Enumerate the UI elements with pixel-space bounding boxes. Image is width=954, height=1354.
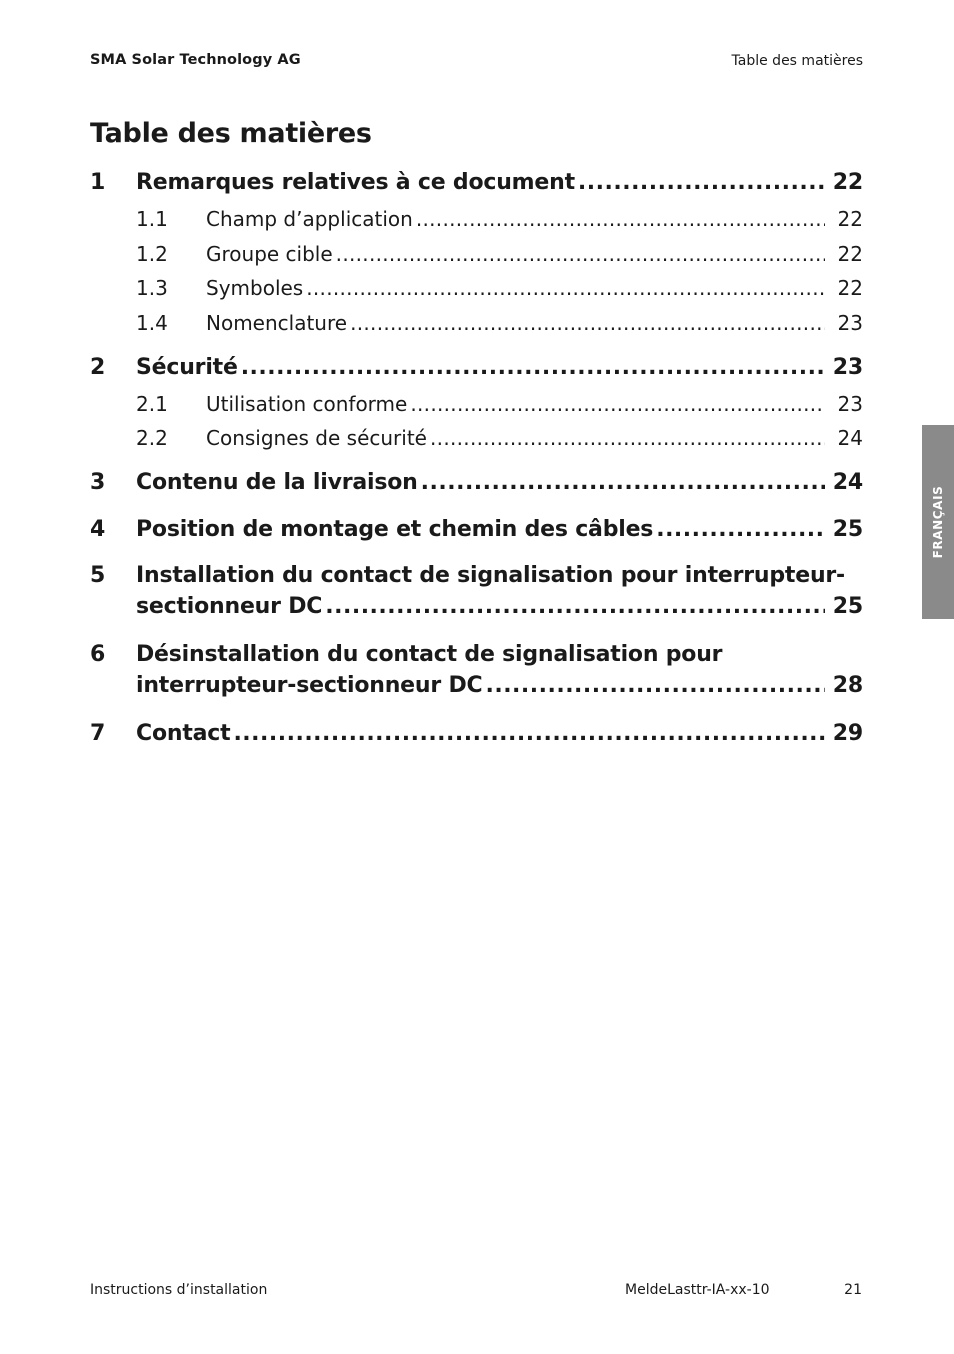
toc-entry-6[interactable] [90, 642, 863, 698]
toc-entry-number: 1 [90, 170, 106, 195]
toc-entry-page: 22 [837, 207, 863, 231]
toc-entry-page: 25 [832, 594, 863, 619]
toc-entry-4[interactable] [90, 517, 863, 542]
toc-entry-label: Sécurité [136, 355, 238, 380]
toc-entry-7[interactable] [90, 721, 863, 746]
toc-entry-label: Contact [136, 721, 231, 746]
toc-entry-page: 29 [832, 721, 863, 746]
language-tab-label: FRANÇAIS [931, 485, 945, 559]
toc-entry-page: 23 [837, 392, 863, 416]
toc-entry-label-line1: Installation du contact de signalisation pour interrupteur- [136, 563, 845, 588]
toc-entry-1-1[interactable] [90, 207, 863, 231]
toc-entry-page: 22 [837, 276, 863, 300]
toc-entry-page: 22 [837, 242, 863, 266]
toc-entry-number: 3 [90, 470, 106, 495]
toc-entry-1-3[interactable] [90, 276, 863, 300]
dot-leader [421, 470, 825, 495]
toc-entry-number: 5 [90, 563, 106, 588]
toc-entry-page: 23 [832, 355, 863, 380]
toc-entry-label: Remarques relatives à ce document [136, 170, 575, 195]
toc-entry-label: Nomenclature [206, 311, 348, 335]
toc-entry-number: 1.1 [136, 207, 168, 231]
dot-leader [410, 392, 825, 416]
dot-leader [485, 673, 824, 698]
dot-leader [350, 311, 825, 335]
toc-entry-3[interactable] [90, 470, 863, 495]
toc-entry-number: 1.3 [136, 276, 168, 300]
header-section: Table des matières [731, 53, 863, 69]
toc-entry-number: 2 [90, 355, 106, 380]
dot-leader [241, 355, 825, 380]
dot-leader [306, 276, 825, 300]
toc-entry-number: 7 [90, 721, 106, 746]
toc-entry-page: 24 [832, 470, 863, 495]
toc-entry-label: Groupe cible [206, 242, 333, 266]
dot-leader [578, 170, 825, 195]
footer-page-number: 21 [844, 1282, 862, 1298]
toc-entry-label: Position de montage et chemin des câbles [136, 517, 654, 542]
dot-leader [430, 426, 825, 450]
footer-doc-code: MeldeLasttr-IA-xx-10 [625, 1282, 770, 1298]
toc-entry-number: 1.4 [136, 311, 168, 335]
toc-entry-label: Champ d’application [206, 207, 413, 231]
toc-entry-1-4[interactable] [90, 311, 863, 335]
toc-entry-1-2[interactable] [90, 242, 863, 266]
language-tab [922, 425, 954, 619]
toc-entry-5[interactable] [90, 563, 863, 619]
toc-entry-label: Utilisation conforme [206, 392, 408, 416]
toc-entry-page: 23 [837, 311, 863, 335]
toc-entry-number: 2.2 [136, 426, 168, 450]
toc-entry-page: 22 [832, 170, 863, 195]
toc-entry-label-line2: sectionneur DC [136, 594, 323, 619]
toc-entry-page: 25 [832, 517, 863, 542]
toc-entry-label: Contenu de la livraison [136, 470, 418, 495]
toc-entry-page: 24 [837, 426, 863, 450]
toc-entry-number: 4 [90, 517, 106, 542]
toc-entry-label: Consignes de sécurité [206, 426, 427, 450]
dot-leader [656, 517, 825, 542]
toc-entry-label: Symboles [206, 276, 304, 300]
toc-entry-1[interactable] [90, 170, 863, 195]
toc-entry-number: 1.2 [136, 242, 168, 266]
toc-entry-2[interactable] [90, 355, 863, 380]
dot-leader [416, 207, 825, 231]
footer-doc-type: Instructions d’installation [90, 1282, 268, 1298]
toc-entry-number: 2.1 [136, 392, 168, 416]
page-title: Table des matières [90, 118, 372, 149]
header-company: SMA Solar Technology AG [90, 52, 301, 68]
dot-leader [336, 242, 825, 266]
toc-entry-number: 6 [90, 642, 106, 667]
toc-entry-label-line2: interrupteur-sectionneur DC [136, 673, 483, 698]
toc-entry-2-1[interactable] [90, 392, 863, 416]
toc-entry-label-line1: Désinstallation du contact de signalisation pour [136, 642, 723, 667]
toc-entry-page: 28 [832, 673, 863, 698]
dot-leader [233, 721, 824, 746]
toc-entry-2-2[interactable] [90, 426, 863, 450]
dot-leader [325, 594, 825, 619]
